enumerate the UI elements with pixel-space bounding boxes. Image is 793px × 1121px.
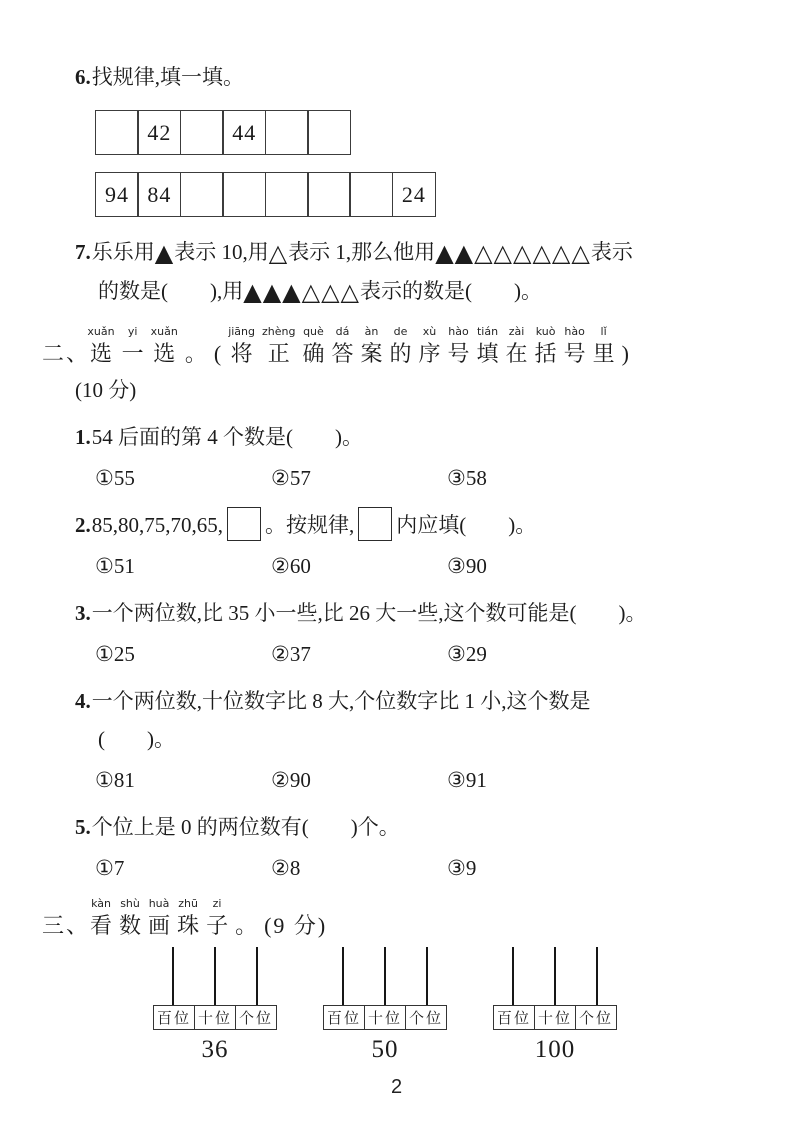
empty-sequence-cell	[307, 110, 351, 155]
pinyin: dá	[331, 325, 354, 338]
pinyin: àn	[360, 325, 383, 338]
question-number: 4.	[75, 689, 91, 713]
rod-slot	[236, 947, 278, 1005]
options-row	[95, 551, 738, 581]
section-numbering: 二、	[42, 341, 91, 366]
question-text: 表示的数是( )。	[360, 279, 542, 303]
chinese-character: 数	[119, 913, 142, 938]
question-line	[75, 682, 738, 720]
pinyin: zài	[505, 325, 528, 338]
rod-slot	[364, 947, 406, 1005]
pinyin: hào	[447, 325, 470, 338]
question-text: 找规律,填一填。	[91, 65, 244, 89]
place-value-diagram-3	[492, 947, 618, 1064]
abacus-rod	[342, 947, 344, 1005]
section-2-questions	[42, 418, 738, 883]
question-line	[98, 720, 738, 758]
chinese-character: 号	[447, 341, 470, 366]
empty-sequence-cell	[222, 172, 266, 217]
chinese-character: 填	[476, 341, 499, 366]
place-value-label: 十位	[194, 1006, 235, 1029]
q6-number-sequence-strip-1	[95, 110, 738, 155]
ruby-character	[148, 897, 171, 938]
chinese-character: 子	[206, 913, 229, 938]
question-line	[75, 808, 738, 846]
pinyin: zi	[206, 897, 229, 910]
triangle-symbols: ▲	[154, 239, 175, 267]
answer-box	[227, 507, 261, 541]
question-text: 。按规律,	[265, 513, 355, 537]
pinyin: xuǎn	[87, 325, 115, 338]
chinese-character: 将	[228, 341, 255, 366]
pinyin: kàn	[90, 897, 113, 910]
question-text: 表示 10,用	[174, 240, 269, 264]
empty-sequence-cell	[180, 172, 224, 217]
ruby-character	[214, 341, 221, 366]
question-number: 3.	[75, 601, 91, 625]
option-1: ①7	[95, 856, 125, 880]
chinese-character: 里	[592, 341, 615, 366]
place-value-box	[493, 1005, 617, 1030]
triangle-symbols: ▲▲△△△△△△	[435, 239, 591, 267]
section-score: (9 分)	[264, 913, 328, 938]
question-6	[42, 58, 738, 217]
rod-slot	[406, 947, 448, 1005]
rod-slot	[576, 947, 618, 1005]
place-value-diagram-1	[152, 947, 278, 1064]
option-3: ③58	[447, 466, 487, 490]
option-1: ①25	[95, 642, 135, 666]
question-text: 内应填( )。	[396, 513, 537, 537]
question-number: 5.	[75, 815, 91, 839]
pinyin: zhèng	[261, 325, 296, 338]
place-value-label: 个位	[575, 1006, 616, 1029]
section-2	[42, 325, 738, 883]
chinese-character: 选	[150, 341, 178, 366]
question-6-title	[75, 58, 738, 96]
ruby-character	[447, 325, 470, 366]
option-1: ①51	[95, 554, 135, 578]
abacus-rod	[214, 947, 216, 1005]
ruby-character	[534, 325, 557, 366]
ruby-character	[121, 325, 144, 366]
place-value-label: 百位	[496, 1011, 531, 1027]
q6-number-sequence-strip-2	[95, 172, 738, 217]
pinyin: hào	[563, 325, 586, 338]
chinese-character: 案	[360, 341, 383, 366]
chinese-character: 正	[261, 341, 296, 366]
ruby-character	[235, 913, 257, 938]
ruby-character	[150, 325, 178, 366]
section-2-score: (10 分)	[75, 378, 137, 402]
target-number: 36	[201, 1036, 229, 1063]
triangle-symbols: ▲▲▲△△△	[243, 278, 360, 306]
mc-question-5	[42, 808, 738, 883]
option-2: ②60	[271, 554, 311, 578]
option-3: ③91	[447, 768, 487, 792]
abacus-rod	[596, 947, 598, 1005]
question-number: 1.	[75, 425, 91, 449]
chinese-character: 确	[302, 341, 325, 366]
mc-question-2	[42, 506, 738, 581]
ruby-character	[206, 897, 229, 938]
ruby-character	[360, 325, 383, 366]
ruby-character	[505, 325, 528, 366]
pinyin: lǐ	[592, 325, 615, 338]
option-2: ②90	[271, 768, 311, 792]
rod-slot	[492, 947, 534, 1005]
question-7-line-2	[98, 272, 738, 311]
question-number: 6.	[75, 65, 91, 89]
chinese-character: 号	[563, 341, 586, 366]
abacus-rod	[384, 947, 386, 1005]
question-7	[42, 233, 738, 311]
chinese-character: 选	[87, 341, 115, 366]
chinese-character: 珠	[177, 913, 200, 938]
abacus-rod	[426, 947, 428, 1005]
abacus-rod	[172, 947, 174, 1005]
option-3: ③9	[447, 856, 477, 880]
ruby-character	[90, 897, 113, 938]
options-row	[95, 463, 738, 493]
rod-slot	[194, 947, 236, 1005]
question-line	[75, 506, 738, 544]
empty-sequence-cell	[349, 172, 393, 217]
chinese-character: 画	[148, 913, 171, 938]
question-text: 表示 1,那么他用	[288, 240, 436, 264]
place-value-box	[153, 1005, 277, 1030]
option-2: ②8	[271, 856, 301, 880]
empty-sequence-cell	[307, 172, 351, 217]
mc-question-3	[42, 594, 738, 669]
place-value-box	[323, 1005, 447, 1030]
pinyin: xù	[418, 325, 441, 338]
ruby-character	[228, 325, 255, 366]
ruby-character	[592, 325, 615, 366]
chinese-character: 一	[121, 341, 144, 366]
options-row	[95, 765, 738, 795]
chinese-character: 看	[90, 913, 113, 938]
chinese-character: 在	[505, 341, 528, 366]
ruby-character	[177, 897, 200, 938]
chinese-character: 。	[235, 913, 258, 938]
ruby-character	[563, 325, 586, 366]
ruby-character	[185, 341, 207, 366]
pinyin: jiāng	[228, 325, 255, 338]
pinyin: huà	[148, 897, 171, 910]
question-7-line-1	[75, 233, 738, 272]
ruby-character	[418, 325, 441, 366]
empty-sequence-cell	[265, 172, 309, 217]
empty-sequence-cell	[265, 110, 309, 155]
question-text: 的数是( ),用	[98, 279, 244, 303]
ruby-character	[331, 325, 354, 366]
abacus-rods	[492, 947, 618, 1005]
rod-slot	[534, 947, 576, 1005]
question-text: 一个两位数,十位数字比 8 大,个位数字比 1 小,这个数是	[91, 689, 591, 713]
option-3: ③29	[447, 642, 487, 666]
pinyin: zhū	[177, 897, 200, 910]
options-row	[95, 853, 738, 883]
chinese-character: 的	[389, 341, 412, 366]
place-value-label: 十位	[534, 1006, 575, 1029]
abacus-rod	[512, 947, 514, 1005]
option-2: ②57	[271, 466, 311, 490]
abacus-rods	[322, 947, 448, 1005]
chinese-character: (	[213, 341, 222, 366]
pinyin: tián	[476, 325, 499, 338]
section-2-heading	[42, 325, 738, 365]
place-value-diagram-2	[322, 947, 448, 1064]
place-value-label: 百位	[156, 1011, 191, 1027]
option-1: ①55	[95, 466, 135, 490]
sequence-cell: 94	[95, 172, 139, 217]
option-1: ①81	[95, 768, 135, 792]
ruby-character	[302, 325, 325, 366]
question-text: 表示	[590, 240, 633, 264]
pinyin: de	[389, 325, 412, 338]
chinese-character: 答	[331, 341, 354, 366]
question-number: 2.	[75, 513, 91, 537]
pinyin: shù	[119, 897, 142, 910]
mc-question-1	[42, 418, 738, 493]
question-number: 7.	[75, 240, 91, 264]
rod-slot	[322, 947, 364, 1005]
question-text: 一个两位数,比 35 小一些,比 26 大一些,这个数可能是( )。	[91, 601, 647, 625]
ruby-character	[476, 325, 499, 366]
abacus-rod	[554, 947, 556, 1005]
place-value-label: 百位	[326, 1011, 361, 1027]
section-3	[42, 897, 738, 1064]
chinese-character: 。	[184, 341, 207, 366]
rod-slot	[152, 947, 194, 1005]
question-line	[75, 418, 738, 456]
place-value-diagrams	[152, 947, 738, 1064]
pinyin: xuǎn	[150, 325, 178, 338]
ruby-character	[119, 897, 142, 938]
pinyin: yi	[121, 325, 144, 338]
mc-question-4	[42, 682, 738, 795]
chinese-character: 括	[534, 341, 557, 366]
place-value-label: 个位	[235, 1006, 276, 1029]
question-text: 个位上是 0 的两位数有( )个。	[91, 815, 400, 839]
page-number: 2	[390, 1076, 403, 1098]
section-numbering: 三、	[42, 913, 91, 938]
abacus-rod	[256, 947, 258, 1005]
chinese-character: )	[621, 341, 629, 366]
ruby-character	[622, 341, 629, 366]
pinyin: què	[302, 325, 325, 338]
sequence-cell: 44	[222, 110, 266, 155]
options-row	[95, 639, 738, 669]
empty-sequence-cell	[180, 110, 224, 155]
pinyin: kuò	[534, 325, 557, 338]
ruby-character	[261, 325, 296, 366]
question-text: ( )。	[98, 727, 175, 751]
question-text: 54 后面的第 4 个数是( )。	[91, 425, 363, 449]
chinese-character: 序	[418, 341, 441, 366]
target-number: 50	[371, 1036, 399, 1063]
target-number: 100	[534, 1036, 576, 1063]
place-value-label: 个位	[405, 1006, 446, 1029]
answer-box	[358, 507, 392, 541]
section-3-heading	[42, 897, 738, 937]
option-3: ③90	[447, 554, 487, 578]
sequence-cell: 84	[137, 172, 181, 217]
sequence-cell: 24	[392, 172, 436, 217]
abacus-rods	[152, 947, 278, 1005]
place-value-label: 十位	[364, 1006, 405, 1029]
triangle-symbols: △	[268, 239, 289, 267]
question-text: 85,80,75,70,65,	[91, 513, 223, 537]
option-2: ②37	[271, 642, 311, 666]
ruby-character	[87, 325, 115, 366]
ruby-character	[389, 325, 412, 366]
empty-sequence-cell	[95, 110, 139, 155]
sequence-cell: 42	[137, 110, 181, 155]
question-line	[75, 594, 738, 632]
question-text: 乐乐用	[91, 240, 155, 264]
